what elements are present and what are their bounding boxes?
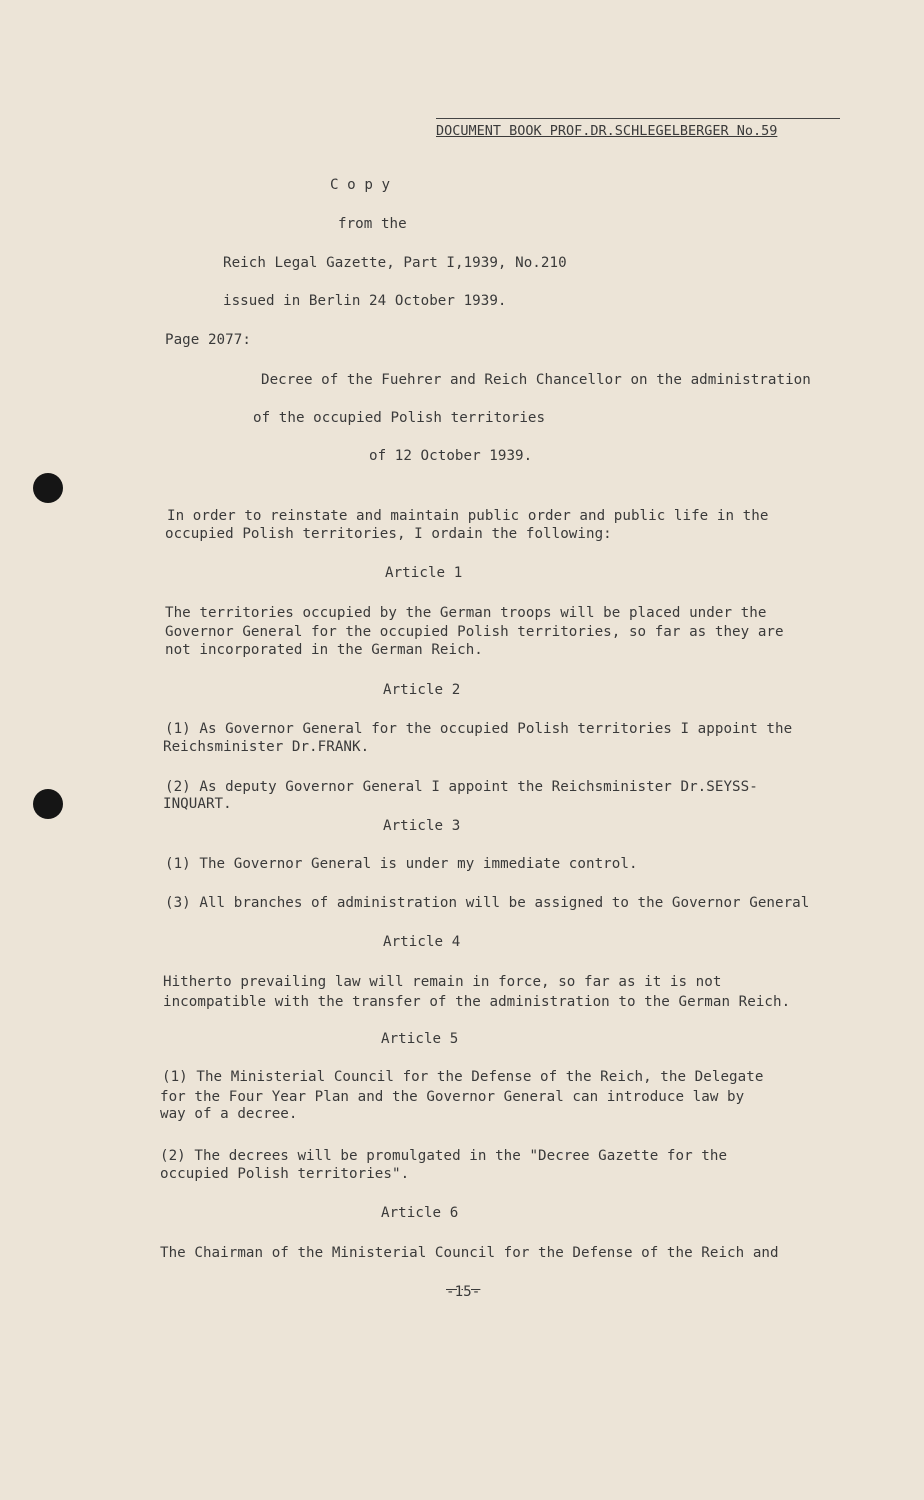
article-heading: Article 4 [383, 934, 461, 950]
article-text-line: (2) The decrees will be promulgated in the "Decree Gazette for the [160, 1148, 728, 1164]
decree-date: of 12 October 1939. [369, 448, 533, 464]
article-text-line: way of a decree. [160, 1106, 298, 1122]
article-text-line: for the Four Year Plan and the Governor General can introduce law by [160, 1089, 745, 1105]
document-header [436, 118, 840, 139]
article-text-line: (1) The Governor General is under my immediate control. [165, 856, 638, 872]
issued-line: issued in Berlin 24 October 1939. [223, 293, 507, 309]
article-heading: Article 5 [381, 1031, 459, 1047]
article-text-line: (1) As Governor General for the occupied Polish territories I appoint the [165, 721, 793, 737]
copy-label: C o p y [330, 177, 391, 193]
page-reference: Page 2077: [165, 332, 251, 348]
article-text-line: The Chairman of the Ministerial Council for the Defense of the Reich and [160, 1245, 779, 1261]
article-text-line: The territories occupied by the German troops will be placed under the [165, 605, 767, 621]
gazette-line: Reich Legal Gazette, Part I,1939, No.210 [223, 255, 567, 271]
article-heading: Article 1 [385, 565, 463, 581]
page-number: -15- [446, 1284, 481, 1300]
decree-title-line: of the occupied Polish territories [253, 410, 546, 426]
preamble-line: occupied Polish territories, I ordain the following: [165, 526, 612, 542]
article-text-line: Hitherto prevailing law will remain in force, so far as it is not [163, 974, 722, 990]
article-text-line: (1) The Ministerial Council for the Defense of the Reich, the Delegate [162, 1069, 764, 1085]
article-text-line: Governor General for the occupied Polish territories, so far as they are [165, 624, 784, 640]
punch-hole [33, 473, 63, 503]
article-heading: Article 6 [381, 1205, 459, 1221]
document-header-text: DOCUMENT BOOK PROF.DR.SCHLEGELBERGER No.59 [436, 123, 778, 139]
article-heading: Article 3 [383, 818, 461, 834]
article-text-line: not incorporated in the German Reich. [165, 642, 483, 658]
article-text-line: (2) As deputy Governor General I appoint the Reichsminister Dr.SEYSS- [165, 779, 758, 795]
article-text-line: (3) All branches of administration will be assigned to the Governor General [165, 895, 810, 911]
from-line: from the [338, 216, 407, 232]
article-text-line: incompatible with the transfer of the administration to the German Reich. [163, 994, 791, 1010]
article-text-line: occupied Polish territories". [160, 1166, 410, 1182]
article-text-line: Reichsminister Dr.FRANK. [163, 739, 370, 755]
decree-title-line: Decree of the Fuehrer and Reich Chancellor on the administration [261, 372, 811, 388]
preamble-line: In order to reinstate and maintain public order and public life in the [167, 508, 769, 524]
punch-hole [33, 789, 63, 819]
article-text-line: INQUART. [163, 796, 232, 812]
article-heading: Article 2 [383, 682, 461, 698]
